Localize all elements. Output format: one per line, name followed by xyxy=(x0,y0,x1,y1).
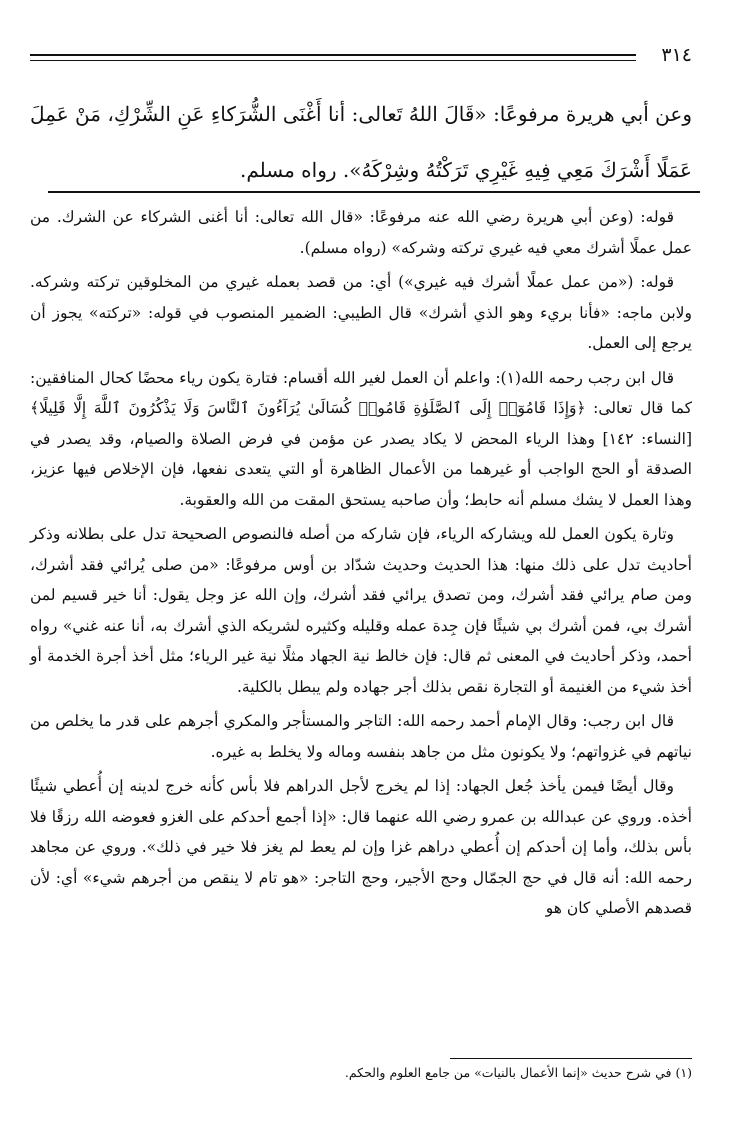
section-divider xyxy=(48,191,700,193)
matn-text-block xyxy=(30,86,692,198)
commentary-paragraph: قوله: («من عمل عملًا أشرك فيه غيري») أي: من قصد بعمله غيري من المخلوقين تركته وشركه. ولابن ماجه: «فأنا بريء وهو الذي أشرك» قال الطيبي: الضمير المنصوب في قوله: «تركته» يجوز أن يرجع إلى العمل. xyxy=(30,273,692,352)
commentary-paragraph: قوله: (وعن أبي هريرة رضي الله عنه مرفوعًا: «قال الله تعالى: أنا أغنى الشركاء عن الشرك. من عمل عملًا أشرك معي فيه غيري تركته وشركه» (رواه مسلم). xyxy=(30,208,692,257)
matn-hadith: وعن أبي هريرة مرفوعًا: «قَالَ اللهُ تَعالى: أنا أَغْنَى الشُّرَكاءِ عَنِ الشِّرْكِ، مَنْ عَمِلَ عَمَلًا أَشْرَكَ مَعِي فِيهِ غَيْرِي تَرَكْتُهُ وشِرْكَهُ». رواه مسلم. xyxy=(30,102,692,182)
page-number: ٣١٤ xyxy=(661,44,692,66)
commentary-paragraph: قال ابن رجب رحمه الله(١): واعلم أن العمل لغير الله أقسام: فتارة يكون رياء محضًا كحال المنافقين: كما قال تعالى: ﴿وَإِذَا قَامُوٓا۟ إِلَى ٱلصَّلَوٰةِ قَامُوا۟ كُسَالَىٰ يُرَآءُونَ ٱلنَّاسَ وَلَا يَذْكُرُونَ ٱللَّهَ إِلَّا قَلِيلًا﴾ [النساء: ١٤٢] وهذا الرياء المحض لا يكاد يصدر عن مؤمن في فرض الصلاة والصيام، وقد يصدر في الصدقة أو الحج الواجب أو غيرهما من الأعمال الظاهرة أو التي يتعدى نفعها، فإن الإخلاص فيها عزيز، وهذا العمل لا يشك مسلم أنه حابط؛ وأن صاحبه يستحق المقت من الله والعقوبة. xyxy=(30,368,693,509)
header-rule xyxy=(30,54,636,56)
commentary-block xyxy=(30,202,692,928)
footnote: (١) في شرح حديث «إنما الأعمال بالنيات» من جامع العلوم والحكم. xyxy=(344,1065,692,1080)
commentary-paragraph: وقال أيضًا فيمن يأخذ جُعل الجهاد: إذا لم يخرج لأجل الدراهم فلا بأس كأنه خرج لدينه إن أُعطي شيئًا أخذه. وروي عن عبدالله بن عمرو رضي الله عنهما قال: «إذا أجمع أحدكم على الغزو فعوضه الله رزقًا فلا بأس بذلك، وأما إن أحدكم إن أُعطي دراهم غزا وإن لم يعط لم يغز فلا خير في ذلك». وروي عن مجاهد رحمه الله: أنه قال في حج الجمّال وحج الأجير، وحج التاجر: «هو تام لا ينقص من أجرهم شيء» أي: لأن قصدهم الأصلي كان هو xyxy=(30,777,692,917)
header-rule-thin xyxy=(30,60,636,61)
commentary-paragraph: وتارة يكون العمل لله ويشاركه الرياء، فإن شاركه من أصله فالنصوص الصحيحة تدل على بطلانه وذكر أحاديث تدل على ذلك منها: هذا الحديث وحديث شدّاد بن أوس مرفوعًا: «من صلى يُرائي فقد أشرك، ومن صام يرائي فقد أشرك، ومن تصدق يرائي فقد أشرك، وإن الله عز وجل يقول: أنا خير قسيم لمن أشرك بي، فمن أشرك بي شيئًا فإن جِدة عمله وقليله وكثيره لشريكه الذي أشرك به، أنا عنه غني» رواه أحمد، وذكر أحاديث في المعنى ثم قال: فإن خالط نية الجهاد مثلًا نية غير الرياء؛ مثل أخذ أجرة الخدمة أو أخذ شيء من الغنيمة أو التجارة نقص بذلك أجر جهاده ولم يبطل بالكلية. xyxy=(30,525,692,696)
commentary-paragraph: قال ابن رجب: وقال الإمام أحمد رحمه الله: التاجر والمستأجر والمكري أجرهم على قدر ما يخلص من نياتهم في غزواتهم؛ ولا يكونون مثل من جاهد بنفسه وماله ولا يخلط به غيره. xyxy=(30,712,692,761)
footnote-divider xyxy=(450,1058,692,1059)
